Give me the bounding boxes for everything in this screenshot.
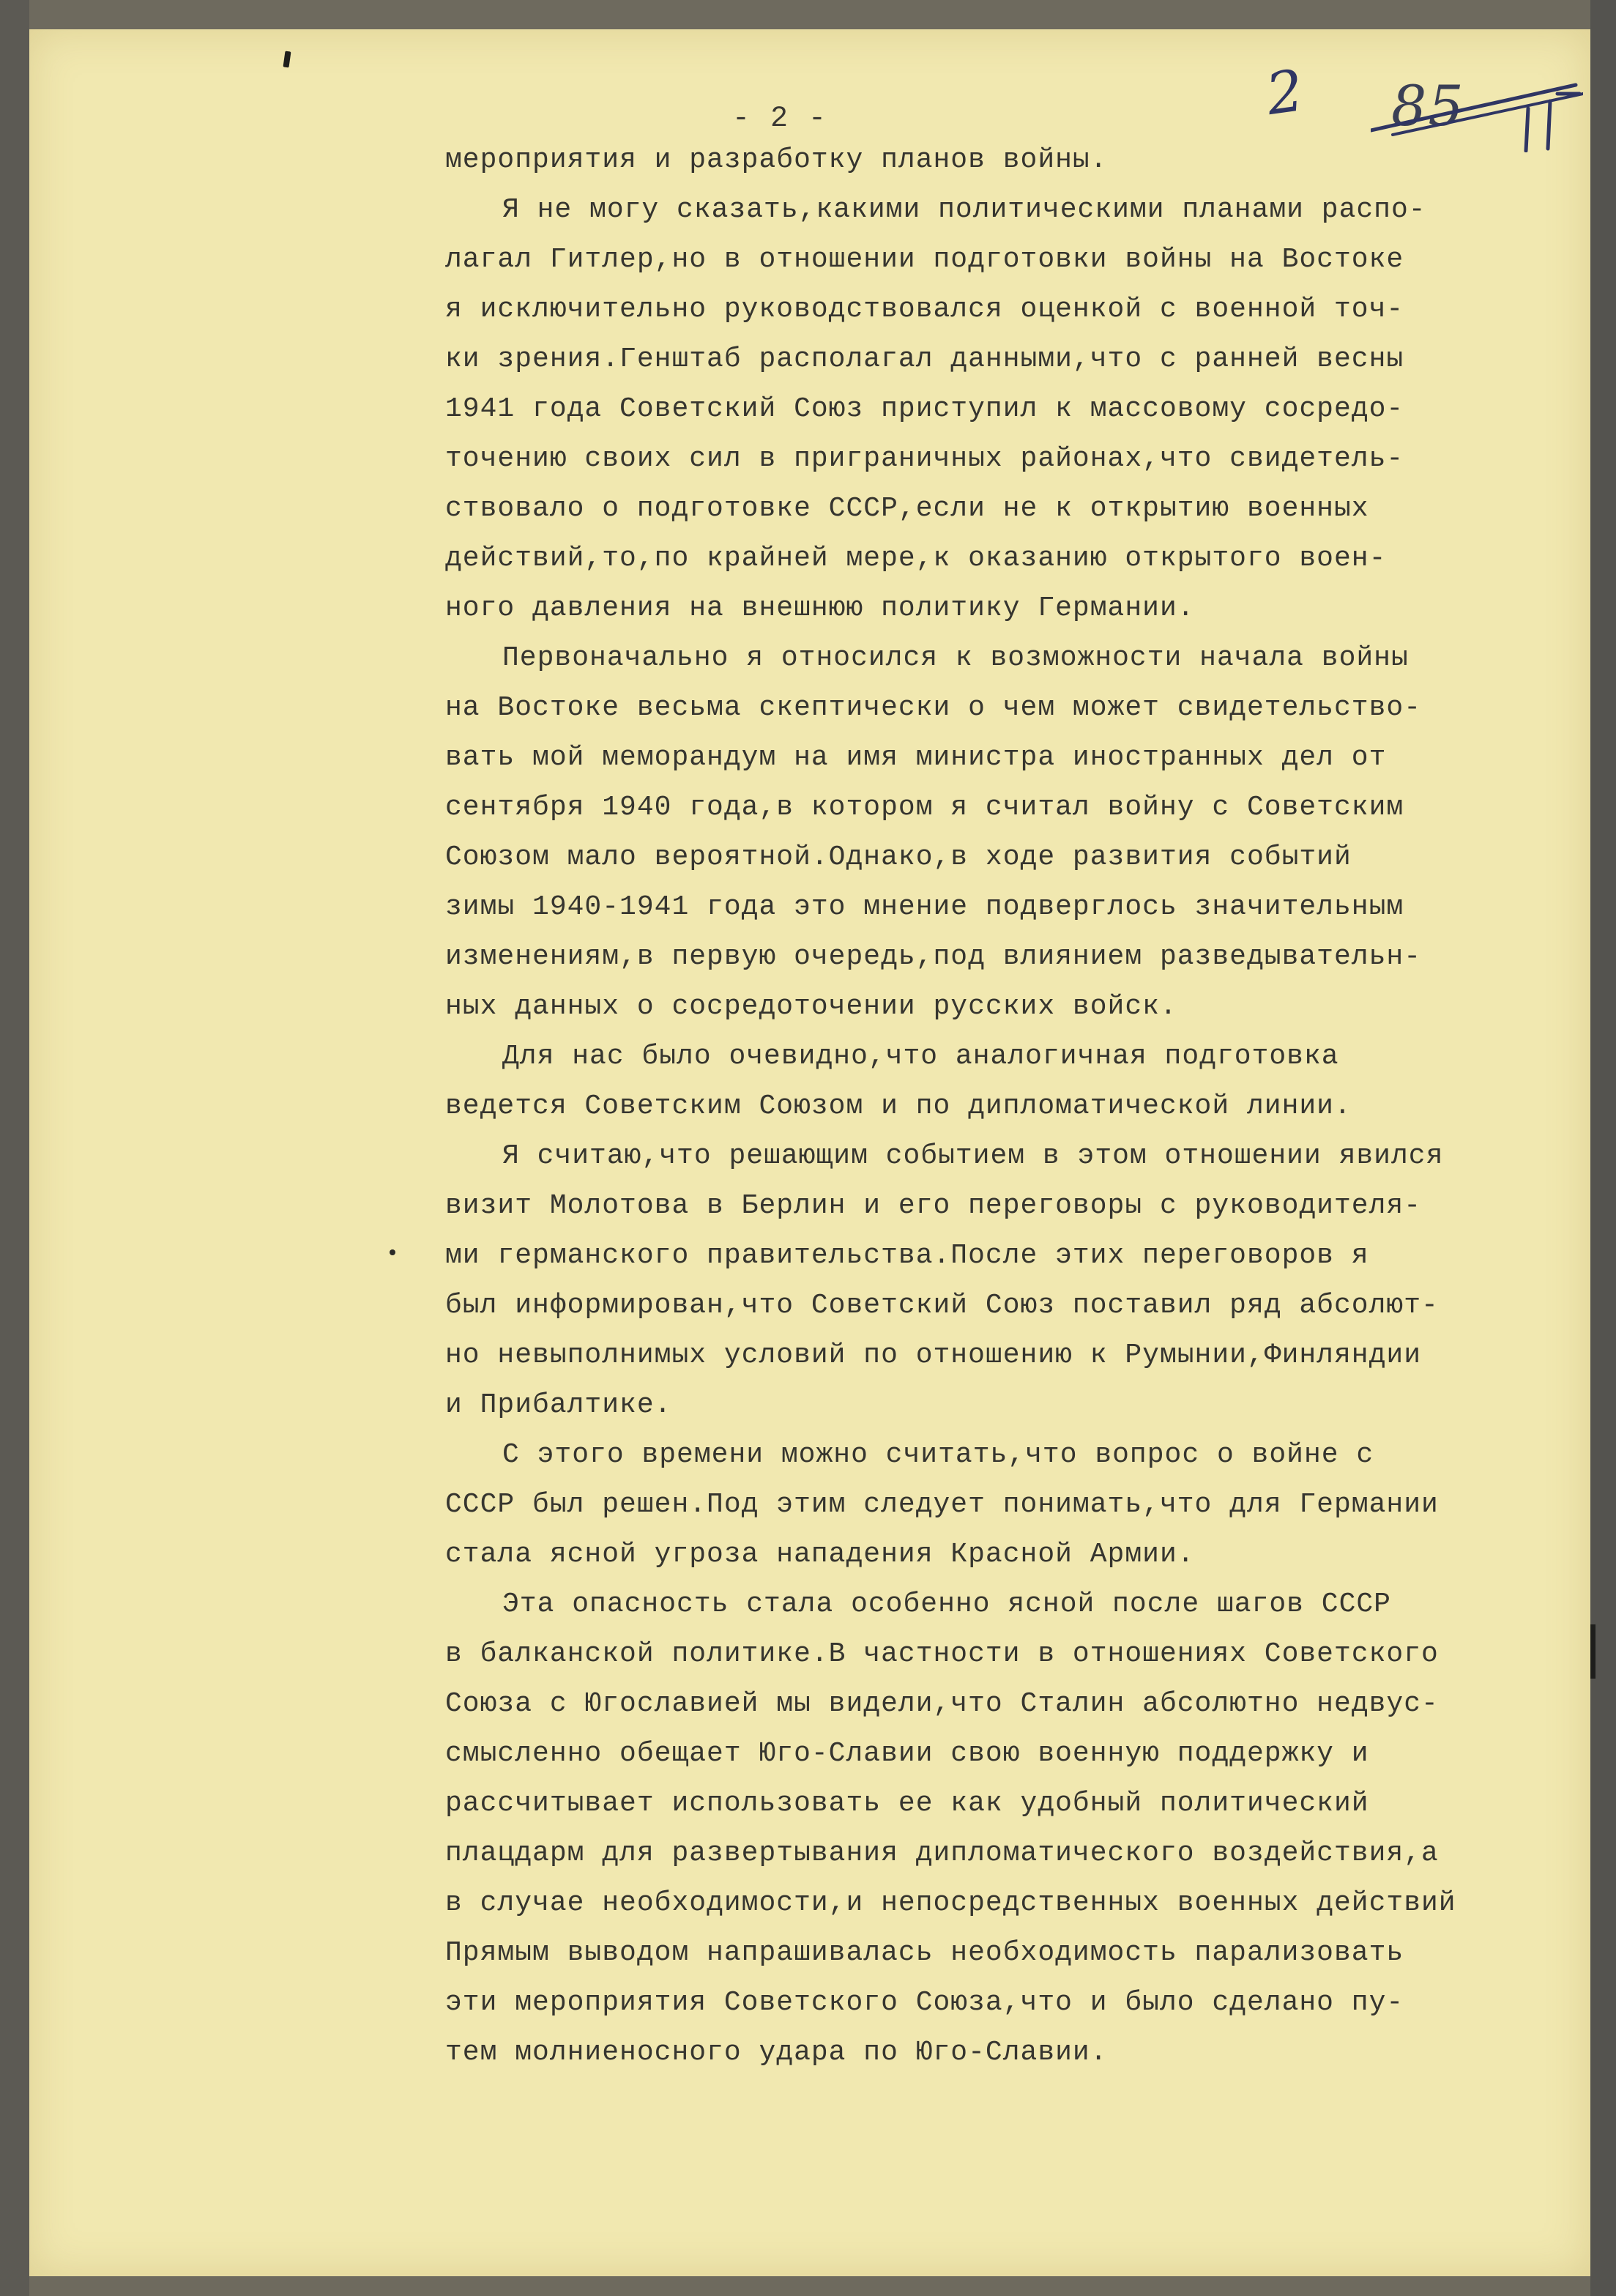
text-line: стала ясной угроза нападения Красной Армии. [445,1539,1195,1570]
text-line: Союза с Югославией мы видели,что Сталин абсолютно недвус- [445,1688,1439,1720]
text-line: эти мероприятия Советского Союза,что и было сделано пу- [445,1987,1404,2018]
margin-bar-mark [1590,1624,1595,1679]
text-line: был информирован,что Советский Союз поставил ряд абсолют- [445,1290,1439,1321]
text-line: СССР был решен.Под этим следует понимать,что для Германии [445,1489,1439,1520]
document-body [445,135,1587,2078]
scan-right-edge [1590,0,1616,2296]
text-line: Я считаю,что решающим событием в этом отношении явился [502,1140,1444,1172]
text-line: Прямым выводом напрашивалась необходимость парализовать [445,1937,1404,1969]
text-line: плацдарм для развертывания дипломатического воздействия,а [445,1838,1439,1869]
text-line: ки зрения.Генштаб располагал данными,что с ранней весны [445,343,1404,375]
text-line: на Востоке весьма скептически о чем может свидетельство- [445,692,1422,724]
scan-left-edge [0,0,29,2296]
text-line: рассчитывает использовать ее как удобный политический [445,1788,1369,1819]
text-line: визит Молотова в Берлин и его переговоры с руководителя- [445,1190,1422,1222]
text-line: ведется Советским Союзом и по дипломатической линии. [445,1091,1352,1122]
text-line: мероприятия и разработку планов войны. [445,144,1108,176]
text-line: изменениям,в первую очередь,под влиянием разведывательн- [445,941,1422,973]
text-line: Первоначально я относился к возможности начала войны [502,642,1409,674]
text-line: Союзом мало вероятной.Однако,в ходе развития событий [445,842,1352,873]
margin-dot-mark [390,1249,395,1255]
text-line: 1941 года Советский Союз приступил к массовому сосредо- [445,393,1404,425]
text-line: и Прибалтике. [445,1389,672,1421]
text-line: сентября 1940 года,в котором я считал войну с Советским [445,792,1404,823]
text-line: тем молниеносного удара по Юго-Славии. [445,2037,1108,2068]
text-line: С этого времени можно считать,что вопрос о войне с [502,1439,1374,1471]
archive-number: 2 [1262,57,1308,129]
text-line: в случае необходимости,и непосредственных военных действий [445,1887,1456,1919]
text-line: но невыполнимых условий по отношению к Румынии,Финляндии [445,1340,1422,1371]
text-line: лагал Гитлер,но в отношении подготовки войны на Востоке [445,244,1404,275]
page-number: - 2 - [732,103,828,135]
text-line: Для нас было очевидно,что аналогичная подготовка [502,1041,1339,1072]
text-line: Я не могу сказать,какими политическими планами распо- [502,194,1426,226]
text-line: точению своих сил в приграничных районах,что свидетель- [445,443,1404,475]
text-line: Эта опасность стала особенно ясной после шагов СССР [502,1589,1391,1620]
archive-number-old: 85 [1391,73,1465,138]
text-line: я исключительно руководствовался оценкой с военной точ- [445,294,1404,325]
text-line: зимы 1940-1941 года это мнение подверглось значительным [445,891,1404,923]
text-line: в балканской политике.В частности в отношениях Советского [445,1638,1439,1670]
text-line: ствовало о подготовке СССР,если не к открытию военных [445,493,1369,524]
text-line: ных данных о сосредоточении русских войск. [445,991,1177,1022]
text-line: ного давления на внешнюю политику Германии. [445,592,1195,624]
text-line: смысленно обещает Юго-Славии свою военную поддержку и [445,1738,1369,1769]
text-line: ми германского правительства.После этих переговоров я [445,1240,1369,1271]
text-line: вать мой меморандум на имя министра иностранных дел от [445,742,1387,773]
text-line: действий,то,по крайней мере,к оказанию открытого воен- [445,543,1387,574]
